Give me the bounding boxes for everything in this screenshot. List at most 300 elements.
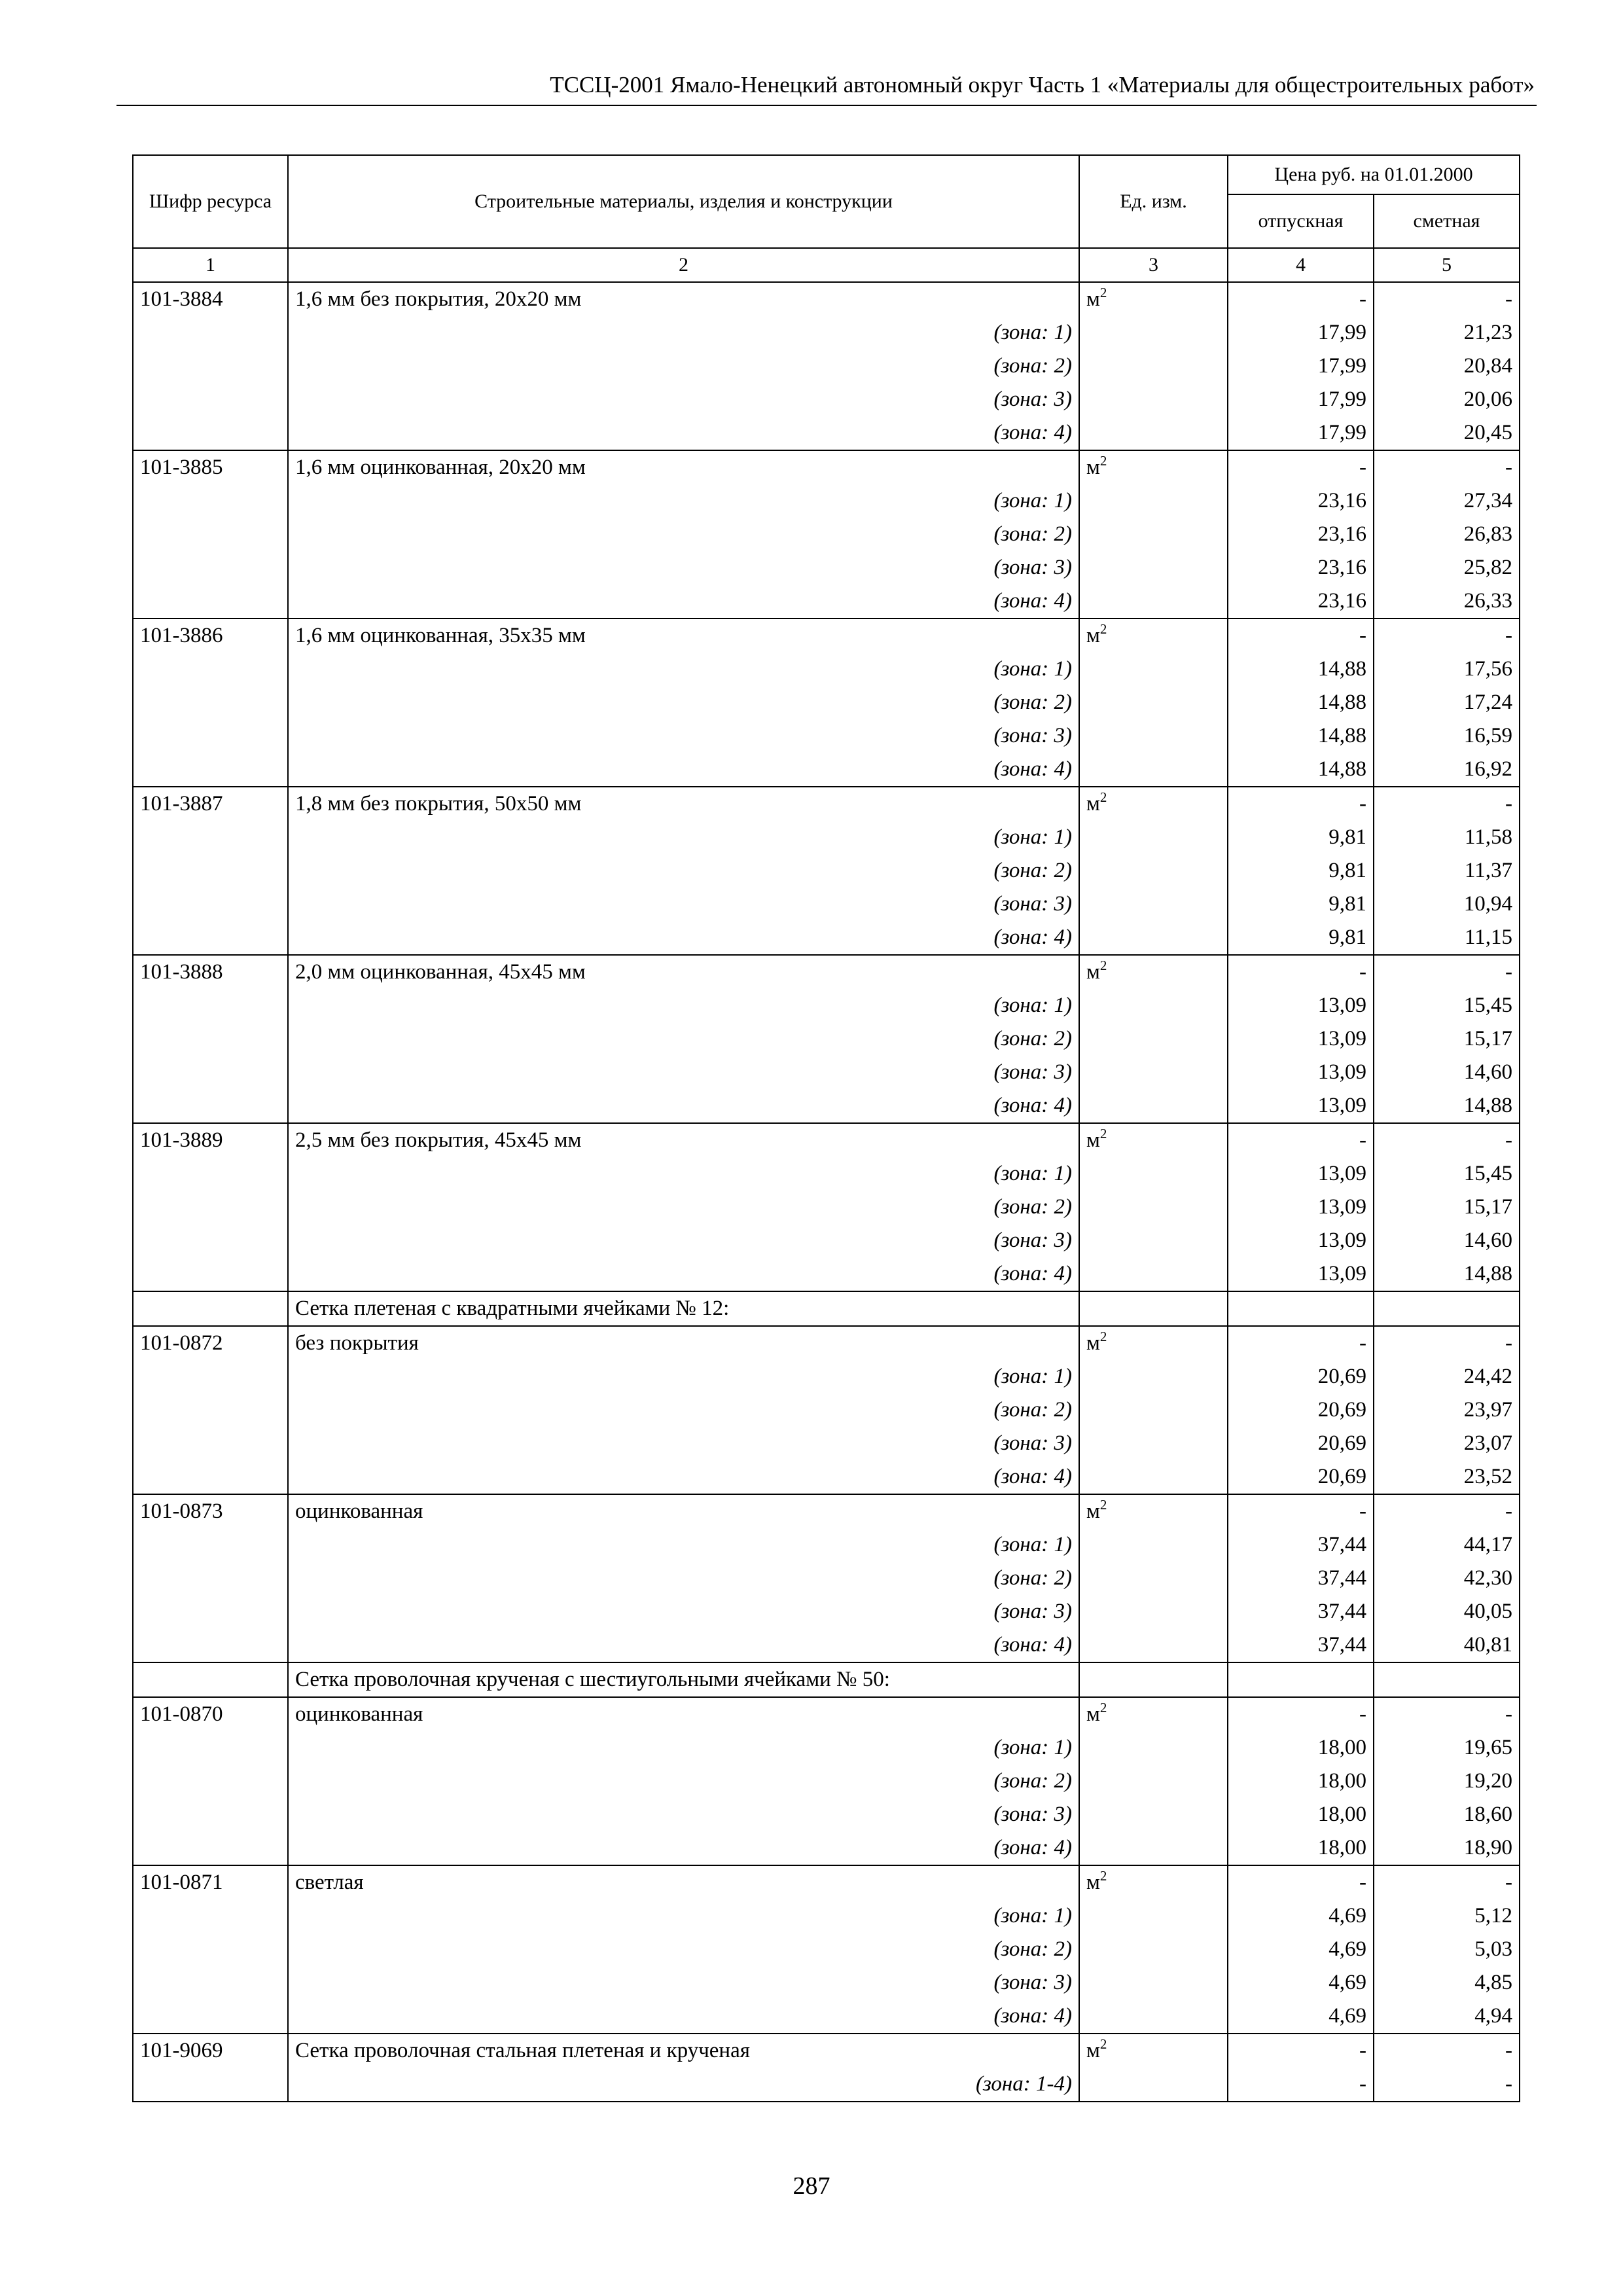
release-price: - [1228,787,1374,821]
unit-empty [1079,2000,1228,2034]
unit-label: м [1086,960,1100,984]
column-header-price-group: Цена руб. на 01.01.2000 [1228,155,1520,194]
estimate-price: 15,17 [1374,1022,1520,1056]
release-price: - [1228,1326,1374,1360]
unit-exponent: 2 [1099,285,1107,300]
table-row-item [133,2034,1520,2068]
table-row-zone [133,1191,1520,1224]
unit-empty [1079,584,1228,619]
material-name: светлая [288,1865,1079,1899]
zone-label: (зона: 1) [288,484,1079,518]
release-price: 4,69 [1228,1933,1374,1966]
estimate-price: - [1374,1697,1520,1731]
zone-label: (зона: 1) [288,1731,1079,1765]
resource-code: 101-3885 [133,450,288,484]
resource-code-empty [133,1427,288,1460]
estimate-price: 11,58 [1374,821,1520,854]
unit-empty [1079,1798,1228,1831]
table-row-zone [133,518,1520,551]
release-price: 14,88 [1228,719,1374,753]
section-title: Сетка проволочная крученая с шестиугольными ячейками № 50: [288,1662,1079,1697]
table-row-zone [133,1089,1520,1123]
release-price: - [1228,619,1374,653]
table-row-zone [133,1393,1520,1427]
table-row-zone [133,551,1520,584]
table-row-zone [133,1460,1520,1494]
material-name: 1,8 мм без покрытия, 50х50 мм [288,787,1079,821]
release-price: 4,69 [1228,2000,1374,2034]
resource-code-empty [133,989,288,1022]
column-header-unit: Ед. изм. [1079,155,1228,248]
zone-label: (зона: 3) [288,888,1079,921]
resource-code-empty [133,854,288,888]
column-header-code: Шифр ресурса [133,155,288,248]
zone-label: (зона: 2) [288,686,1079,719]
resource-code-empty [133,1257,288,1291]
unit-exponent: 2 [1099,789,1107,805]
resource-code-empty [133,1899,288,1933]
release-price: - [1228,1494,1374,1528]
resource-code: 101-3888 [133,955,288,989]
unit-label: м [1086,1331,1100,1355]
resource-code-empty [133,1966,288,2000]
release-price: 23,16 [1228,484,1374,518]
unit-exponent: 2 [1099,2036,1107,2052]
release-price: 20,69 [1228,1393,1374,1427]
estimate-empty [1374,1291,1520,1326]
unit-empty [1079,1765,1228,1798]
unit-exponent: 2 [1099,453,1107,469]
unit-cell [1079,1123,1228,1157]
material-name: 2,5 мм без покрытия, 45х45 мм [288,1123,1079,1157]
unit-empty [1079,1360,1228,1393]
material-name: Сетка проволочная стальная плетеная и крученая [288,2034,1079,2068]
table-row-item [133,450,1520,484]
release-price: 13,09 [1228,989,1374,1022]
unit-empty [1079,653,1228,686]
resource-code-empty [133,1831,288,1865]
table-row-zone [133,1562,1520,1595]
release-price: 14,88 [1228,686,1374,719]
release-price: 18,00 [1228,1765,1374,1798]
unit-cell [1079,955,1228,989]
unit-cell [1079,450,1228,484]
release-price: - [1228,450,1374,484]
unit-empty [1079,316,1228,350]
zone-label: (зона: 4) [288,584,1079,619]
unit-exponent: 2 [1099,1329,1107,1344]
table-row-zone [133,1765,1520,1798]
release-price: 37,44 [1228,1595,1374,1628]
unit-empty [1079,753,1228,787]
unit-empty [1079,518,1228,551]
release-price: 37,44 [1228,1628,1374,1662]
estimate-price: 15,17 [1374,1191,1520,1224]
column-number-2: 2 [288,248,1079,282]
table-row-zone [133,383,1520,416]
estimate-price: 14,60 [1374,1224,1520,1257]
unit-empty [1079,1022,1228,1056]
estimate-price: - [1374,450,1520,484]
estimate-price: 23,97 [1374,1393,1520,1427]
unit-exponent: 2 [1099,1126,1107,1141]
unit-empty [1079,1966,1228,2000]
release-price: 9,81 [1228,888,1374,921]
resource-code-empty [133,1460,288,1494]
estimate-price: 4,94 [1374,2000,1520,2034]
table-row-zone [133,1731,1520,1765]
estimate-price: 17,56 [1374,653,1520,686]
zone-label: (зона: 2) [288,518,1079,551]
page-number: 287 [793,2172,830,2200]
resource-code-empty [133,551,288,584]
resource-code-empty [133,484,288,518]
unit-empty [1079,888,1228,921]
unit-cell [1079,787,1228,821]
resource-code: 101-0871 [133,1865,288,1899]
unit-empty [1079,1595,1228,1628]
estimate-price: - [1374,1326,1520,1360]
table-row-item [133,1697,1520,1731]
resource-code-empty [133,2000,288,2034]
release-price: - [1228,1865,1374,1899]
zone-label: (зона: 4) [288,2000,1079,2034]
release-price: 4,69 [1228,1966,1374,2000]
table-row-zone [133,686,1520,719]
zone-label: (зона: 3) [288,1056,1079,1089]
table-row-zone [133,1595,1520,1628]
material-name: без покрытия [288,1326,1079,1360]
release-price: 37,44 [1228,1528,1374,1562]
unit-empty [1079,686,1228,719]
release-price: 18,00 [1228,1798,1374,1831]
release-price: 9,81 [1228,921,1374,955]
material-name: 2,0 мм оцинкованная, 45х45 мм [288,955,1079,989]
resource-code-empty [133,316,288,350]
table-row-zone [133,1157,1520,1191]
zone-label: (зона: 3) [288,1798,1079,1831]
release-price: 17,99 [1228,416,1374,450]
estimate-price: 42,30 [1374,1562,1520,1595]
release-price: 9,81 [1228,821,1374,854]
estimate-price: 14,88 [1374,1089,1520,1123]
unit-cell [1079,282,1228,316]
unit-empty [1079,719,1228,753]
estimate-price: 5,12 [1374,1899,1520,1933]
unit-empty [1079,416,1228,450]
table-row-zone [133,854,1520,888]
estimate-price: 15,45 [1374,1157,1520,1191]
unit-empty [1079,1393,1228,1427]
unit-label: м [1086,2039,1100,2062]
table-row-zone [133,2000,1520,2034]
estimate-price: - [1374,955,1520,989]
unit-label: м [1086,456,1100,479]
resource-code-empty [133,1393,288,1427]
material-name: 1,6 мм без покрытия, 20х20 мм [288,282,1079,316]
zone-label: (зона: 3) [288,551,1079,584]
unit-empty [1079,484,1228,518]
resource-code-empty [133,888,288,921]
unit-exponent: 2 [1099,1868,1107,1884]
estimate-price: 27,34 [1374,484,1520,518]
resource-code: 101-0870 [133,1697,288,1731]
table-row-zone [133,1257,1520,1291]
table-row-zone [133,821,1520,854]
table-row-zone [133,2068,1520,2102]
estimate-price: 16,92 [1374,753,1520,787]
unit-empty [1079,1831,1228,1865]
unit-empty [1079,2068,1228,2102]
estimate-price: 26,33 [1374,584,1520,619]
estimate-price: 5,03 [1374,1933,1520,1966]
table-row-zone [133,350,1520,383]
release-price: 37,44 [1228,1562,1374,1595]
column-number-3: 3 [1079,248,1228,282]
zone-label: (зона: 1) [288,316,1079,350]
release-price: 13,09 [1228,1157,1374,1191]
table-row-section [133,1291,1520,1326]
estimate-price: - [1374,619,1520,653]
zone-label: (зона: 2) [288,854,1079,888]
estimate-price: 24,42 [1374,1360,1520,1393]
zone-label: (зона: 4) [288,1089,1079,1123]
estimate-price: 20,06 [1374,383,1520,416]
unit-empty [1079,921,1228,955]
zone-label: (зона: 4) [288,1257,1079,1291]
resource-code-empty [133,1731,288,1765]
column-header-name: Строительные материалы, изделия и конструкции [288,155,1079,248]
release-price: - [1228,955,1374,989]
table-row-zone [133,1899,1520,1933]
zone-label: (зона: 2) [288,1393,1079,1427]
zone-label: (зона: 1-4) [288,2068,1079,2102]
release-price: - [1228,282,1374,316]
zone-label: (зона: 1) [288,989,1079,1022]
unit-empty [1079,854,1228,888]
resource-code-empty [133,1765,288,1798]
estimate-price: 40,05 [1374,1595,1520,1628]
estimate-price: 17,24 [1374,686,1520,719]
zone-label: (зона: 4) [288,753,1079,787]
estimate-price: 19,65 [1374,1731,1520,1765]
estimate-price: - [1374,1494,1520,1528]
table-row-zone [133,1966,1520,2000]
resource-code: 101-3889 [133,1123,288,1157]
estimate-price: 21,23 [1374,316,1520,350]
zone-label: (зона: 3) [288,1224,1079,1257]
zone-label: (зона: 2) [288,1562,1079,1595]
resource-code-empty [133,518,288,551]
material-name: 1,6 мм оцинкованная, 20х20 мм [288,450,1079,484]
estimate-price: 23,52 [1374,1460,1520,1494]
unit-exponent: 2 [1099,621,1107,637]
table-row-item [133,955,1520,989]
unit-empty [1079,1191,1228,1224]
release-price: 23,16 [1228,584,1374,619]
column-header-estimate: сметная [1374,194,1520,248]
release-price: - [1228,2034,1374,2068]
column-header-release: отпускная [1228,194,1374,248]
resource-code-empty [133,1528,288,1562]
release-price: 13,09 [1228,1191,1374,1224]
estimate-price: 19,20 [1374,1765,1520,1798]
estimate-price: - [1374,1123,1520,1157]
unit-empty [1079,1731,1228,1765]
material-name: 1,6 мм оцинкованная, 35х35 мм [288,619,1079,653]
table-row-zone [133,584,1520,619]
resource-code-empty [133,753,288,787]
unit-empty [1079,1157,1228,1191]
resource-code-empty [133,1628,288,1662]
zone-label: (зона: 3) [288,383,1079,416]
zone-label: (зона: 3) [288,1595,1079,1628]
table-row-item [133,282,1520,316]
table-row-zone [133,921,1520,955]
resource-code-empty [133,719,288,753]
material-name: оцинкованная [288,1494,1079,1528]
release-price: 17,99 [1228,350,1374,383]
resource-code-empty [133,686,288,719]
zone-label: (зона: 1) [288,1360,1079,1393]
table-row-zone [133,653,1520,686]
resource-code-empty [133,1360,288,1393]
release-empty [1228,1291,1374,1326]
column-number-4: 4 [1228,248,1374,282]
zone-label: (зона: 2) [288,1765,1079,1798]
estimate-price: 23,07 [1374,1427,1520,1460]
table-row-zone [133,1022,1520,1056]
table-row-section [133,1662,1520,1697]
table-row-zone [133,1360,1520,1393]
unit-exponent: 2 [1099,1700,1107,1715]
unit-empty [1079,1899,1228,1933]
resource-code-empty [133,1662,288,1697]
unit-empty [1079,1933,1228,1966]
resource-code-empty [133,1224,288,1257]
resource-code: 101-0872 [133,1326,288,1360]
resource-code-empty [133,1798,288,1831]
unit-empty [1079,1460,1228,1494]
table-row-zone [133,1628,1520,1662]
estimate-price: 20,84 [1374,350,1520,383]
release-price: 20,69 [1228,1360,1374,1393]
estimate-price: 40,81 [1374,1628,1520,1662]
estimate-price: 11,15 [1374,921,1520,955]
unit-empty [1079,350,1228,383]
column-number-1: 1 [133,248,288,282]
resource-code-empty [133,921,288,955]
resource-code-empty [133,821,288,854]
section-title: Сетка плетеная с квадратными ячейками № 12: [288,1291,1079,1326]
zone-label: (зона: 1) [288,653,1079,686]
price-table [132,154,1520,2102]
release-price: 9,81 [1228,854,1374,888]
resource-code-empty [133,350,288,383]
release-price: 14,88 [1228,753,1374,787]
release-price: 13,09 [1228,1257,1374,1291]
unit-label: м [1086,624,1100,647]
estimate-price: 25,82 [1374,551,1520,584]
release-price: - [1228,1123,1374,1157]
zone-label: (зона: 2) [288,350,1079,383]
resource-code-empty [133,1562,288,1595]
unit-label: м [1086,1871,1100,1894]
zone-label: (зона: 2) [288,1933,1079,1966]
estimate-price: 20,45 [1374,416,1520,450]
unit-label: м [1086,1128,1100,1152]
release-price: 13,09 [1228,1056,1374,1089]
table-row-zone [133,1056,1520,1089]
running-header: ТССЦ-2001 Ямало-Ненецкий автономный округ Часть 1 «Материалы для общестроительных работ» [550,72,1535,98]
zone-label: (зона: 4) [288,921,1079,955]
table-row-zone [133,719,1520,753]
resource-code-empty [133,1089,288,1123]
column-number-5: 5 [1374,248,1520,282]
table-row-zone [133,1224,1520,1257]
zone-label: (зона: 3) [288,1427,1079,1460]
unit-empty [1079,1257,1228,1291]
unit-empty [1079,1089,1228,1123]
table-row-item [133,1494,1520,1528]
resource-code-empty [133,1157,288,1191]
zone-label: (зона: 1) [288,1157,1079,1191]
estimate-price: 14,88 [1374,1257,1520,1291]
table-row-item [133,1123,1520,1157]
table-row-zone [133,1798,1520,1831]
estimate-price: 18,90 [1374,1831,1520,1865]
zone-label: (зона: 3) [288,1966,1079,2000]
estimate-price: - [1374,1865,1520,1899]
table-row-zone [133,888,1520,921]
table-row-zone [133,484,1520,518]
release-price: 18,00 [1228,1731,1374,1765]
resource-code-empty [133,1056,288,1089]
unit-label: м [1086,792,1100,816]
unit-cell [1079,619,1228,653]
release-price: 23,16 [1228,551,1374,584]
resource-code-empty [133,1022,288,1056]
resource-code-empty [133,383,288,416]
resource-code-empty [133,653,288,686]
estimate-price: - [1374,2034,1520,2068]
unit-empty [1079,1528,1228,1562]
resource-code: 101-3886 [133,619,288,653]
release-price: - [1228,1697,1374,1731]
release-price: 20,69 [1228,1460,1374,1494]
zone-label: (зона: 2) [288,1022,1079,1056]
table-row-zone [133,753,1520,787]
unit-empty [1079,1628,1228,1662]
estimate-price: 18,60 [1374,1798,1520,1831]
material-name: оцинкованная [288,1697,1079,1731]
table-body [133,282,1520,2102]
resource-code-empty [133,584,288,619]
zone-label: (зона: 4) [288,1460,1079,1494]
resource-code-empty [133,1595,288,1628]
estimate-price: 10,94 [1374,888,1520,921]
release-empty [1228,1662,1374,1697]
unit-empty [1079,821,1228,854]
zone-label: (зона: 4) [288,416,1079,450]
header-rule [116,105,1537,106]
resource-code: 101-3887 [133,787,288,821]
estimate-price: 44,17 [1374,1528,1520,1562]
table-row-zone [133,1831,1520,1865]
zone-label: (зона: 3) [288,719,1079,753]
zone-label: (зона: 1) [288,1528,1079,1562]
table-row-zone [133,1528,1520,1562]
